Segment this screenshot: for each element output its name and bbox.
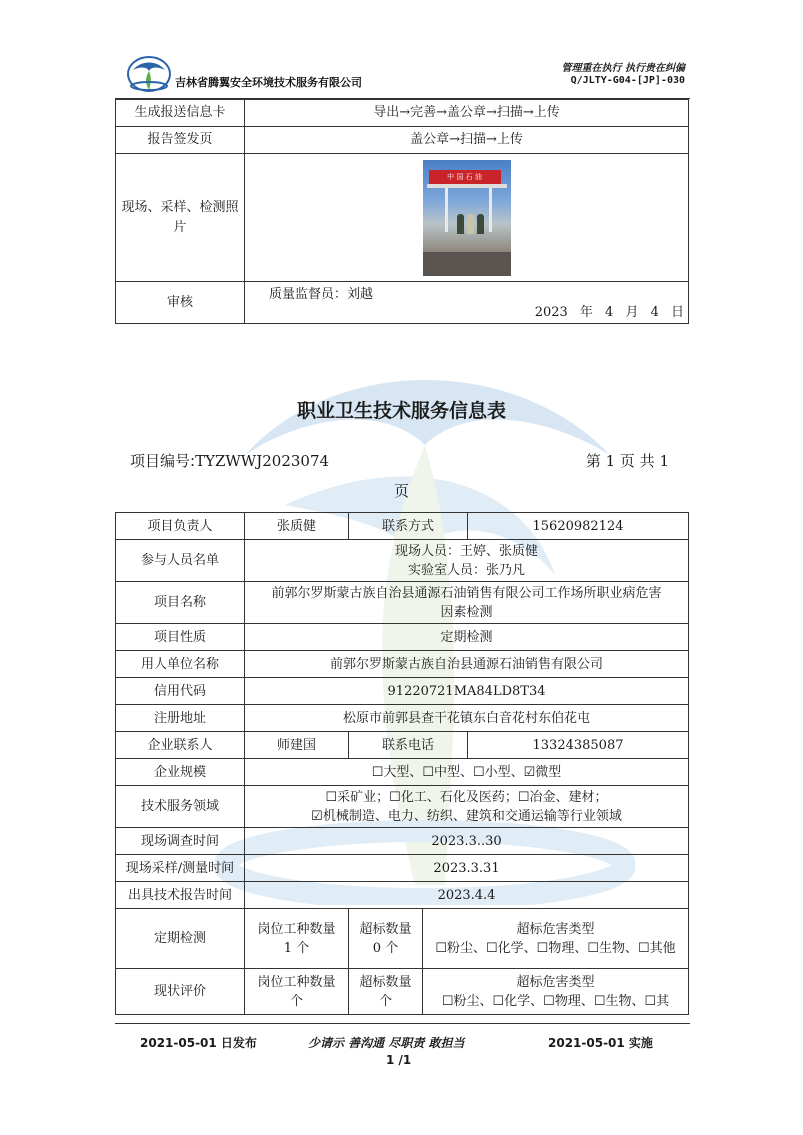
enterprise-contact-value: 师建国 <box>245 732 349 759</box>
status-post-count: 岗位工种数量 个 <box>245 969 349 1015</box>
periodic-exceed-count: 超标数量 0 个 <box>349 909 423 969</box>
enterprise-phone-label: 联系电话 <box>349 732 468 759</box>
enterprise-phone-value: 13324385087 <box>468 732 689 759</box>
project-number: TYZWWJ2023074 <box>195 452 330 470</box>
credit-code-label: 信用代码 <box>116 678 245 705</box>
page-info: 第 1 页 共 1 <box>585 452 669 470</box>
employer-value: 前郭尔罗斯蒙古族自治县通源石油销售有限公司 <box>245 651 689 678</box>
canopy-pillar <box>445 188 448 232</box>
project-number-line <box>130 450 329 471</box>
review-label: 审核 <box>116 282 245 324</box>
person-figure <box>477 214 484 234</box>
hazard-title: 超标危害类型 <box>516 921 595 937</box>
periodic-hazard-types <box>423 909 689 969</box>
report-time-label: 出具技术报告时间 <box>116 882 245 909</box>
periodic-detection-label: 定期检测 <box>116 909 245 969</box>
row-label: 生成报送信息卡 <box>116 100 245 127</box>
participants-field: 现场人员：王婷、张质健 <box>395 543 539 559</box>
hazard-options: ☐粉尘、☐化学、☐物理、☐生物、☐其他 <box>435 940 676 956</box>
status-exceed-count: 超标数量 个 <box>349 969 423 1015</box>
review-cell <box>245 282 689 324</box>
participants-lab: 实验室人员：张乃凡 <box>408 562 526 578</box>
page-info-continued: 页 <box>394 482 410 500</box>
nature-value: 定期检测 <box>245 624 689 651</box>
project-name-line: 前郭尔罗斯蒙古族自治县通源石油销售有限公司工作场所职业病危害 <box>271 585 662 601</box>
scale-options: ☐大型、☐中型、☐小型、☑微型 <box>245 759 689 786</box>
footer-page-number: 1 /1 <box>386 1053 412 1067</box>
photo-label: 现场、采样、检测照片 <box>116 154 245 282</box>
project-name-line: 因素检测 <box>440 604 493 620</box>
review-date: 2023 年 4 月 4 日 <box>534 304 684 320</box>
header-slogan: 管理重在执行 执行贵在纠偏 <box>561 63 685 74</box>
quality-inspector: 质量监督员：刘越 <box>269 286 374 302</box>
row-value: 导出→完善→盖公章→扫描→上传 <box>245 100 689 127</box>
project-number-label: 项目编号: <box>130 452 196 470</box>
footer-issue-date: 2021-05-01 日发布 <box>140 1036 257 1050</box>
service-domain-options <box>245 786 689 828</box>
canopy-roof <box>427 184 507 188</box>
photo-cell <box>245 154 689 282</box>
row-label: 报告签发页 <box>116 127 245 154</box>
ground <box>423 252 511 276</box>
hazard-title: 超标危害类型 <box>516 974 595 990</box>
process-table <box>115 99 689 324</box>
contact-method-value: 15620982124 <box>468 513 689 540</box>
contact-method-label: 联系方式 <box>349 513 468 540</box>
survey-time-value: 2023.3..30 <box>245 828 689 855</box>
status-hazard-types <box>423 969 689 1015</box>
sampling-time-label: 现场采样/测量时间 <box>116 855 245 882</box>
canopy-sign: 中 国 石 油 <box>447 172 482 181</box>
project-name-value <box>245 582 689 624</box>
footer-implement-date: 2021-05-01 实施 <box>548 1036 653 1050</box>
person-figure <box>467 214 474 234</box>
report-time-value: 2023.4.4 <box>245 882 689 909</box>
participants-value <box>245 540 689 582</box>
leader-value: 张质健 <box>245 513 349 540</box>
person-figure <box>457 214 464 234</box>
row-value: 盖公章→扫描→上传 <box>245 127 689 154</box>
form-title: 职业卫生技术服务信息表 <box>296 400 506 422</box>
leader-label: 项目负责人 <box>116 513 245 540</box>
service-info-table <box>115 512 689 1015</box>
survey-time-label: 现场调查时间 <box>116 828 245 855</box>
employer-label: 用人单位名称 <box>116 651 245 678</box>
canopy-pillar <box>489 188 492 232</box>
document-code: Q/JLTY-G04-[JP]-030 <box>570 75 685 86</box>
company-name: 吉林省腾翼安全环境技术服务有限公司 <box>175 76 362 89</box>
page-header <box>115 50 690 98</box>
hazard-options: ☐粉尘、☐化学、☐物理、☐生物、☐其 <box>441 993 670 1009</box>
credit-code-value: 91220721MA84LD8T34 <box>245 678 689 705</box>
domain-line: ☑机械制造、电力、纺织、建筑和交通运输等行业领域 <box>311 808 622 824</box>
service-domain-label: 技术服务领域 <box>116 786 245 828</box>
footer-divider <box>115 1023 690 1024</box>
domain-line: ☐采矿业；☐化工、石化及医药；☐冶金、建材； <box>325 789 608 805</box>
sampling-time-value: 2023.3.31 <box>245 855 689 882</box>
periodic-post-count: 岗位工种数量 1 个 <box>245 909 349 969</box>
enterprise-contact-label: 企业联系人 <box>116 732 245 759</box>
footer-motto: 少请示 善沟通 尽职责 敢担当 <box>308 1036 465 1050</box>
address-value: 松原市前郭县查干花镇东白音花村东伯花屯 <box>245 705 689 732</box>
status-evaluation-label: 现状评价 <box>116 969 245 1015</box>
company-logo <box>127 56 171 92</box>
nature-label: 项目性质 <box>116 624 245 651</box>
participants-label: 参与人员名单 <box>116 540 245 582</box>
scale-label: 企业规模 <box>116 759 245 786</box>
station-canopy <box>429 170 501 184</box>
address-label: 注册地址 <box>116 705 245 732</box>
project-name-label: 项目名称 <box>116 582 245 624</box>
site-photo <box>423 160 511 276</box>
